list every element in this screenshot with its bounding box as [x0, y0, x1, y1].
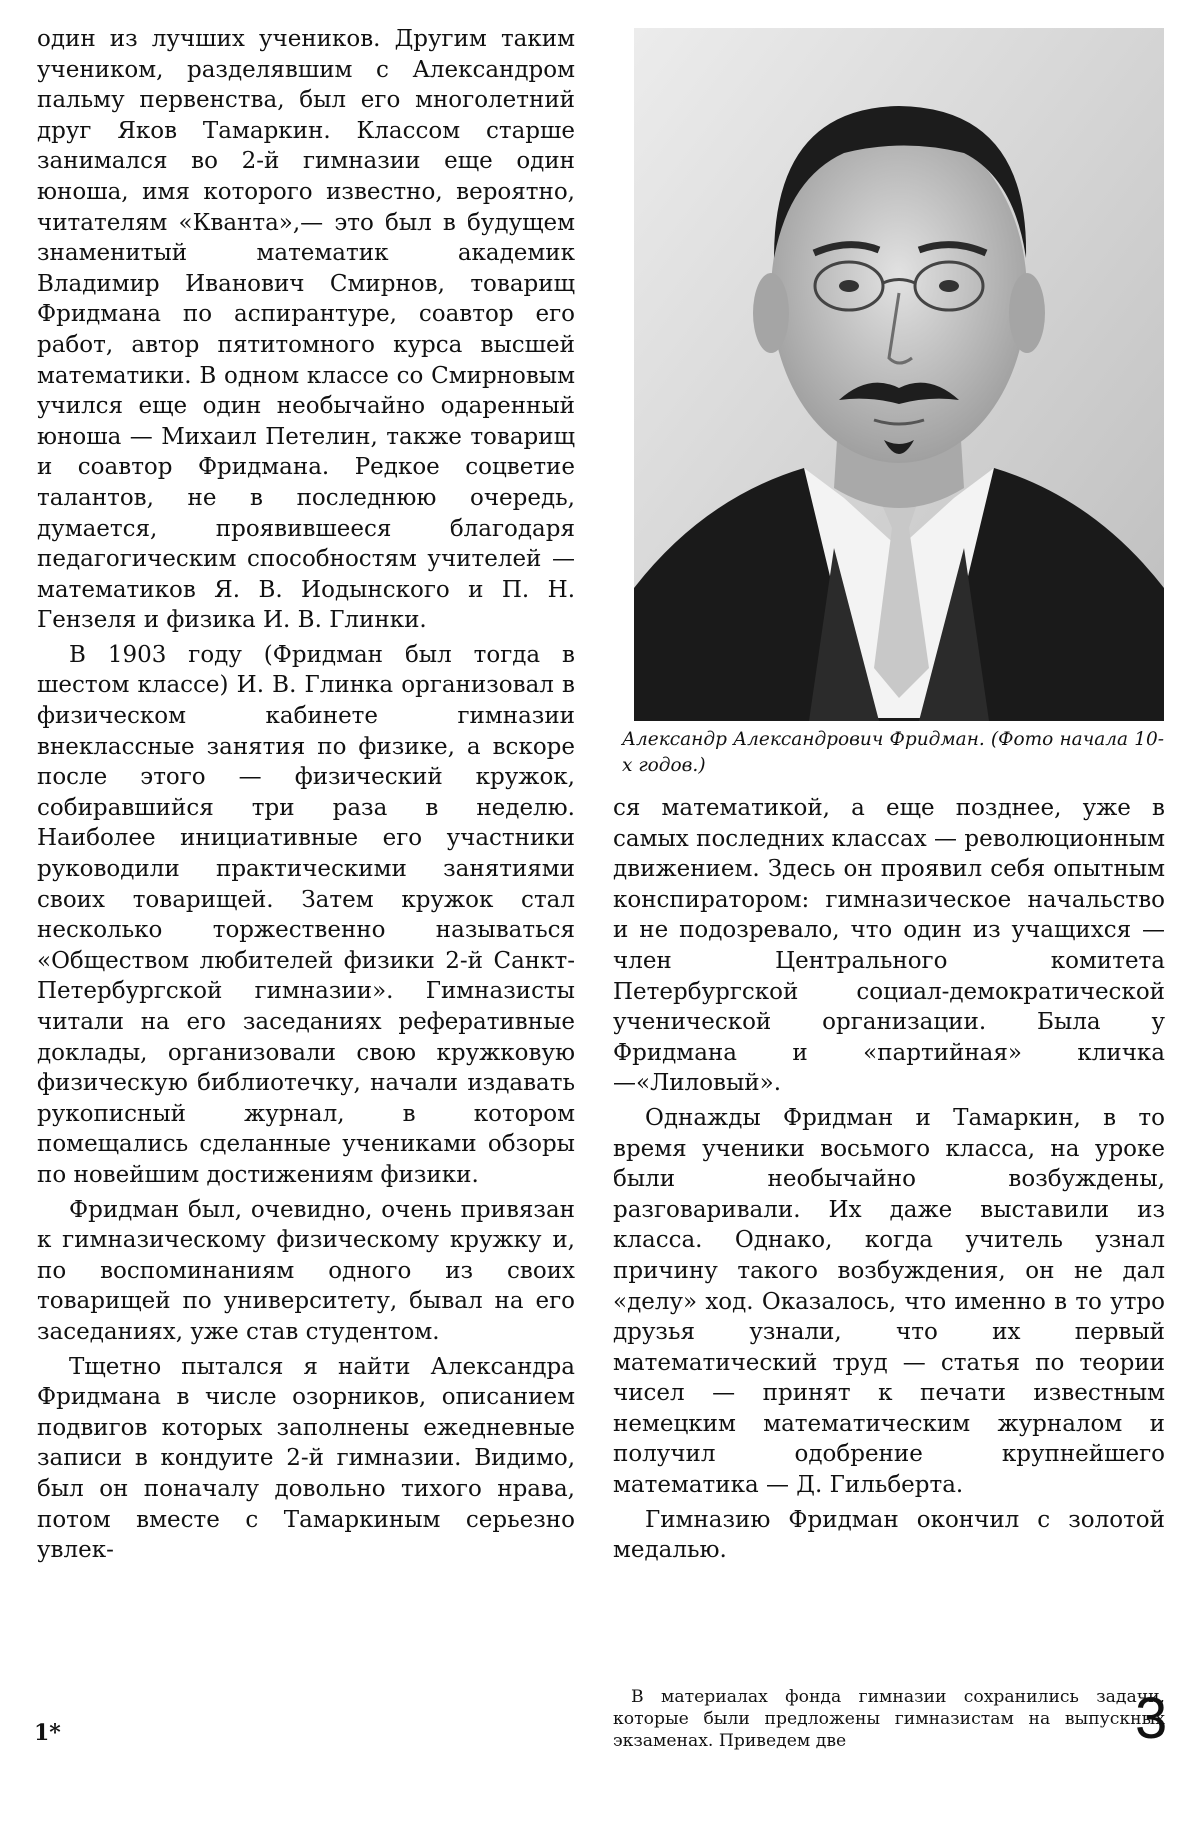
paragraph: Фридман был, очевидно, очень привязан к гимназическому физическому кружку и, по воспоминаниям одного из своих товарищей по университету, бывал на его заседаниях, уже став студентом.: [37, 1196, 575, 1345]
page-number: 3: [1135, 1686, 1168, 1751]
paragraph: Тщетно пытался я найти Александра Фридмана в числе озорников, описанием подвигов которых заполнены ежедневные записи в кондуите 2-й гимназии. Видимо, был он поначалу довольно тихого нрава, потом вместе с Тамаркиным серьезно увлек-: [37, 1353, 575, 1564]
left-column: [37, 24, 575, 1566]
note-text: В материалах фонда гимназии сохранились задачи, которые были предложены гимназистам на выпускных экзаменах. Приведем две: [613, 1687, 1165, 1751]
portrait-photo: [634, 28, 1164, 721]
portrait-illustration: [634, 28, 1164, 721]
right-column: [613, 793, 1165, 1566]
paragraph: один из лучших учеников. Другим таким учеником, разделявшим с Александром пальму первенства, был его многолетний друг Яков Тамаркин. Классом старше занимался во 2-й гимназии еще один юноша, имя которого известно, вероятно, читателям «Кванта»,— это был в будущем знаменитый математик академик Владимир Иванович Смирнов, товарищ Фридмана по аспирантуре, соавтор его работ, автор пятитомного курса высшей математики. В одном классе со Смирновым учился еще один необычайно одаренный юноша — Михаил Петелин, также товарищ и соавтор Фридмана. Редкое соцветие талантов, не в последнюю очередь, думается, проявившееся благодаря педагогическим способностям учителей — математиков Я. В. Иодынского и П. Н. Гензеля и физика И. В. Глинки.: [37, 26, 575, 634]
photo-caption: Александр Александрович Фридман. (Фото начала 10-х годов.): [622, 729, 1164, 776]
small-print-note: [613, 1686, 1168, 1752]
paragraph: ся математикой, а еще позднее, уже в самых последних классах — революционным движением. Здесь он проявил себя опытным конспиратором: гимназическое начальство и не подозревало, что один из учащихся — член Центрального комитета Петербургской социал-демократической ученической организации. Была у Фридмана и «партийная» кличка —«Лиловый».: [613, 795, 1165, 1097]
paragraph: Однажды Фридман и Тамаркин, в то время ученики восьмого класса, на уроке были необычайно возбуждены, разговаривали. Их даже выставили из класса. Однако, когда учитель узнал причину такого возбуждения, он не дал «делу» ход. Оказалось, что именно в то утро друзья узнали, что их первый математический труд — статья по теории чисел — принят к печати известным немецким математическим журналом и получил одобрение крупнейшего математика — Д. Гильберта.: [613, 1104, 1165, 1499]
paragraph: В 1903 году (Фридман был тогда в шестом классе) И. В. Глинка организовал в физическом кабинете гимназии внеклассные занятия по физике, а вскоре после этого — физический кружок, собиравшийся три раза в неделю. Наиболее инициативные его участники руководили практическими занятиями своих товарищей. Затем кружок стал несколько торжественно называться «Обществом любителей физики 2-й Санкт-Петербургской гимназии». Гимназисты читали на его заседаниях реферативные доклады, организовали свою кружковую физическую библиотечку, начали издавать рукописный журнал, в котором помещались сделанные учениками обзоры по новейшим достижениям физики.: [37, 641, 575, 1188]
signature-mark: 1*: [34, 1720, 61, 1746]
paragraph: Гимназию Фридман окончил с золотой медалью.: [613, 1506, 1165, 1564]
